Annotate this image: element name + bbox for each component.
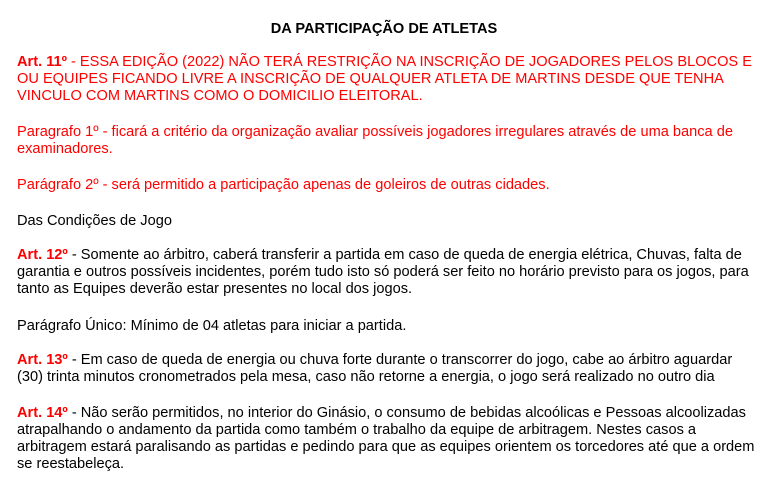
article-11-label: Art. 11º xyxy=(17,54,67,70)
article-13-label: Art. 13º xyxy=(17,352,68,368)
article-14-text: - Não serão permitidos, no interior do Ginásio, o consumo de bebidas alcoólicas e Pessoas alcoolizadas atrapalhando o andamento da partida como também o trabalho da equipe de arbitragem. Nestes casos a arbitragem estará paralisando as partidas e pedindo para que as equipes orientem os torcedores até que a ordem se reestabeleça. xyxy=(17,405,755,472)
paragraph-2: Parágrafo 2º - será permitido a participação apenas de goleiros de outras cidades. xyxy=(17,177,550,193)
article-11 xyxy=(17,54,757,105)
article-14 xyxy=(17,405,757,473)
article-12 xyxy=(17,247,757,298)
article-13-text: - Em caso de queda de energia ou chuva forte durante o transcorrer do jogo, cabe ao árbitro aguardar (30) trinta minutos cronometrados pela mesa, caso não retorne a energia, o jogo será realizado no outro dia xyxy=(17,352,733,385)
paragraph-1: Paragrafo 1º - ficará a critério da organização avaliar possíveis jogadores irregulares através de uma banca de examinadores. xyxy=(17,124,733,157)
article-13 xyxy=(17,352,757,386)
section-title: DA PARTICIPAÇÃO DE ATLETAS xyxy=(270,21,498,37)
section-heading-game-conditions: Das Condições de Jogo xyxy=(17,213,172,229)
article-14-label: Art. 14º xyxy=(17,405,68,421)
article-12-text: - Somente ao árbitro, caberá transferir a partida em caso de queda de energia elétrica, Chuvas, falta de garantia e outros possíveis incidentes, porém tudo isto só poderá ser feito no horário previsto para os jogos, para tanto as Equipes deverão estar presentes no local dos jogos. xyxy=(17,247,749,297)
article-12-label: Art. 12º xyxy=(17,247,68,263)
sole-paragraph: Parágrafo Único: Mínimo de 04 atletas para iniciar a partida. xyxy=(17,318,407,334)
article-11-text: - ESSA EDIÇÃO (2022) NÃO TERÁ RESTRIÇÃO NA INSCRIÇÃO DE JOGADORES PELOS BLOCOS E OU EQUIPES FICANDO LIVRE A INSCRIÇÃO DE QUALQUER ATLETA DE MARTINS DESDE QUE TENHA VINCULO COM MARTINS COMO O DOMICILIO ELEITORAL. xyxy=(17,54,752,104)
